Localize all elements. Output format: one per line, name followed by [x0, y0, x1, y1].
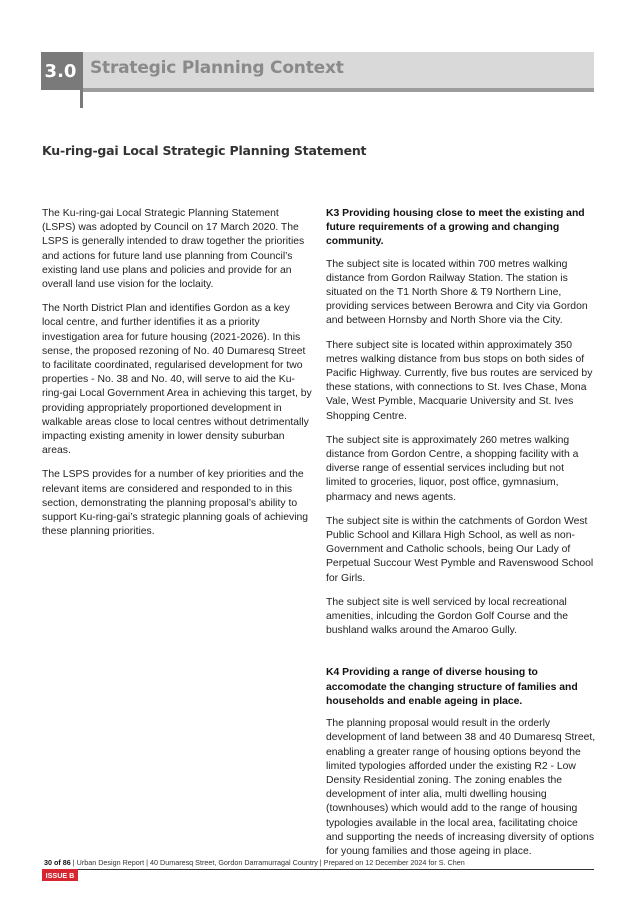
footer-text: Urban Design Report | 40 Dumaresq Street, Gordon Darramurragal Country | Prepared on 12 December 2024 for S. Chen — [76, 858, 465, 867]
section-number: 3.0 — [41, 52, 80, 90]
k4-paragraph-1: The planning proposal would result in the orderly development of land between 38 and 40 Dumaresq Street, enabling a greater range of housing options beyond the limited typologies afforded under the existing R2 - Low Density Residential zoning. The zoning enables the development of inter alia, multi dwelling housing (townhouses) which would add to the range of housing typologies available in the local area, facilitating choice and supporting the needs of increasing diversity of options for young families and those ageing in place. — [326, 718, 596, 857]
left-paragraph-3: The LSPS provides for a number of key priorities and the relevant items are considered and responded to in this section, demonstrating the planning proposal’s ability to support Ku-ring-gai’s strategic planning goals of achieving these planning priorities. — [42, 469, 309, 538]
left-column — [42, 207, 314, 549]
page-number: 30 of 86 — [44, 858, 71, 867]
footer — [44, 858, 465, 867]
right-column — [326, 207, 596, 869]
section-spacer — [326, 648, 596, 666]
k3-heading: K3 Providing housing close to meet the existing and future requirements of a growing and changing community. — [326, 208, 585, 248]
footer-separator: | — [72, 858, 77, 867]
section-title: Strategic Planning Context — [90, 58, 344, 78]
subheading: Ku-ring-gai Local Strategic Planning Statement — [42, 143, 367, 158]
k3-paragraph-2: There subject site is located within approximately 350 metres walking distance from bus stops on both sides of Pacific Highway. Currently, five bus routes are serviced by these stations, with connections to St. Ives Chase, Mona Vale, West Pymble, Macquarie University and St. Ives Shopping Centre. — [326, 339, 593, 422]
k4-heading: K4 Providing a range of diverse housing to accomodate the changing structure of families and households and enable ageing in place. — [326, 667, 578, 707]
header-vertical-rule — [80, 52, 83, 108]
left-paragraph-2: The North District Plan and identifies Gordon as a key local centre, and further identifies it as a priority investigation area for future housing (2021-2026). In this sense, the proposed rezoning of No. 40 Dumaresq Street to facilitate coordinated, regularised development for two properties - No. 38 and No. 40, will serve to aid the Ku-ring-gai Local Government Area in achieving this target, by providing appropriately proportioned development in walkable areas close to local centres without detrimentally impacting existing amenity in lower density suburban areas. — [42, 303, 312, 457]
header-band-shadow — [80, 88, 594, 92]
k3-paragraph-5: The subject site is well serviced by local recreational amenities, inlcuding the Gordon Golf Course and the bushland walks around the Amaroo Gully. — [326, 596, 569, 637]
left-paragraph-1: The Ku-ring-gai Local Strategic Planning Statement (LSPS) was adopted by Council on 17 March 2020. The LSPS is generally intended to draw together the priorities and actions for future land use planning from Council’s existing land use plans and policies and provide for an overall land use vision for the loclaity. — [42, 208, 305, 291]
k3-paragraph-3: The subject site is approximately 260 metres walking distance from Gordon Centre, a shopping facility with a diverse range of essential services including but not limited to groceries, liquor, post office, gymnasium, pharmacy and news agents. — [326, 434, 579, 503]
issue-badge: ISSUE B — [42, 869, 78, 881]
footer-rule — [42, 869, 594, 870]
k3-paragraph-4: The subject site is within the catchments of Gordon West Public School and Killara High School, as well as non-Government and Catholic schools, being Our Lady of Perpetual Succour West Pymble and Ravenswood School for Girls. — [326, 515, 594, 584]
k3-paragraph-1: The subject site is located within 700 metres walking distance from Gordon Railway Station. The station is situated on the T1 North Shore & T9 Northern Line, providing services between Berowra and City via Gordon and between Hornsby and North Shore via the City. — [326, 258, 588, 327]
